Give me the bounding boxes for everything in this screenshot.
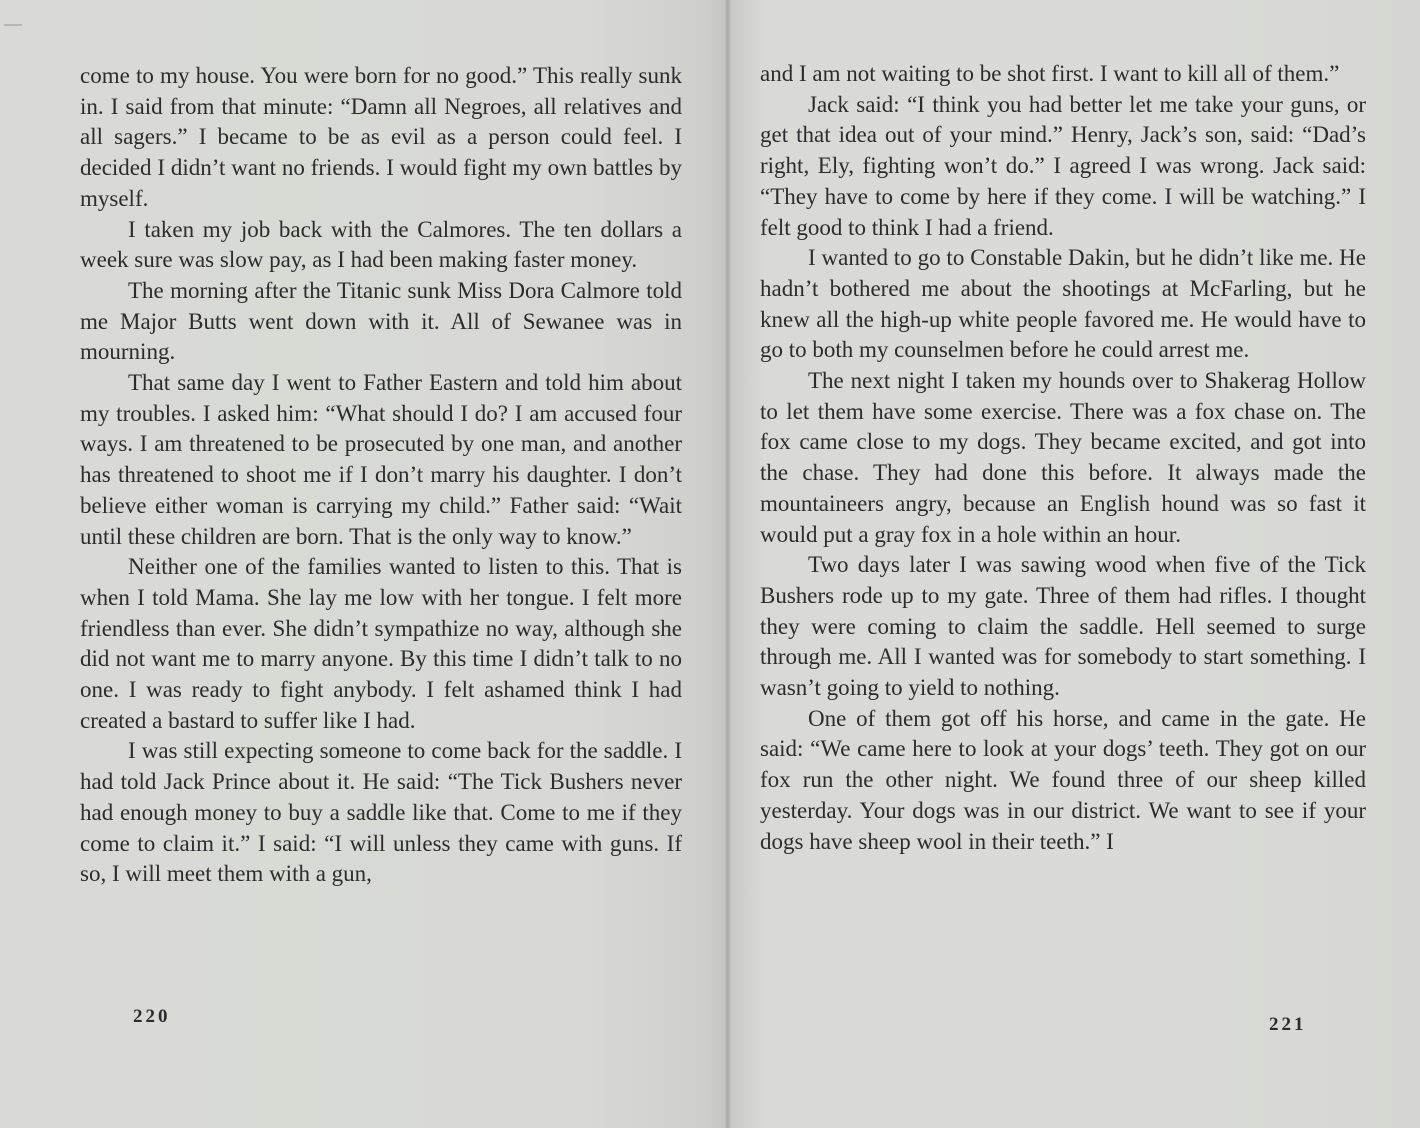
- paragraph: The next night I taken my hounds over to Shakerag Hollow to let them have some exercise. There was a fox chase on. The fox came close to my dogs. They became excited, and got into the chase. They had done this before. It always made the mountaineers angry, because an English hound was so fast it would put a gray fox in a hole within an hour.: [760, 368, 1366, 547]
- paragraph: That same day I went to Father Eastern and told him about my troubles. I asked him: “What should I do? I am accused four ways. I am threatened to be prosecuted by one man, and another has threatened to shoot me if I don’t marry his daughter. I don’t believe either woman is carrying my child.” Father said: “Wait until these children are born. That is the only way to know.”: [80, 370, 682, 549]
- paragraph: The morning after the Titanic sunk Miss Dora Calmore told me Major Butts went down with it. All of Sewanee was in mourning.: [80, 277, 682, 365]
- paragraph: Jack said: “I think you had better let me take your guns, or get that idea out of your mind.” Henry, Jack’s son, said: “Dad’s right, Ely, fighting won’t do.” I agreed I was wrong. Jack said: “They have to come by here if they come. I will be watching.” I felt good to think I had a friend.: [760, 91, 1366, 240]
- right-page: [729, 0, 1420, 1128]
- paragraph: I taken my job back with the Calmores. The ten dollars a week sure was slow pay, as I had been making faster money.: [80, 216, 682, 273]
- page-number-right: 221: [1269, 1014, 1307, 1035]
- book-gutter: [725, 0, 731, 1128]
- page-number-left: 220: [133, 1006, 171, 1027]
- paragraph: come to my house. You were born for no good.” This really sunk in. I said from that minute: “Damn all Negroes, all relatives and all sagers.” I became to be as evil as a person could feel. I decided I didn’t want no friends. I would fight my own battles by myself.: [80, 63, 682, 211]
- paragraph: and I am not waiting to be shot first. I want to kill all of them.”: [760, 61, 1340, 86]
- paragraph: I was still expecting someone to come back for the saddle. I had told Jack Prince about it. He said: “The Tick Bushers never had enough money to buy a saddle like that. Come to me if they come to claim it.” I said: “I will unless they came with guns. If so, I will meet them with a gun,: [80, 738, 682, 887]
- right-page-text: [760, 59, 1366, 857]
- paragraph: One of them got off his horse, and came in the gate. He said: “We came here to look at your dogs’ teeth. They got on our fox run the other night. We found three of our sheep killed yesterday. Your dogs was in our district. We want to see if your dogs have sheep wool in their teeth.” I: [760, 705, 1366, 854]
- left-page-text: [80, 61, 682, 890]
- scan-mark: [4, 24, 22, 26]
- paragraph: I wanted to go to Constable Dakin, but he didn’t like me. He hadn’t bothered me about the shootings at McFarling, but he knew all the high-up white people favored me. He would have to go to both my counselmen before he could arrest me.: [760, 245, 1366, 363]
- paragraph: Two days later I was sawing wood when five of the Tick Bushers rode up to my gate. Three of them had rifles. I thought they were coming to claim the saddle. Hell seemed to surge through me. All I wanted was for somebody to start something. I wasn’t going to yield to nothing.: [760, 552, 1366, 701]
- paragraph: Neither one of the families wanted to listen to this. That is when I told Mama. She lay me low with her tongue. I felt more friendless than ever. She didn’t sympathize no way, although she did not want me to marry anyone. By this time I didn’t talk to no one. I was ready to fight anybody. I felt ashamed think I had created a bastard to suffer like I had.: [80, 554, 682, 733]
